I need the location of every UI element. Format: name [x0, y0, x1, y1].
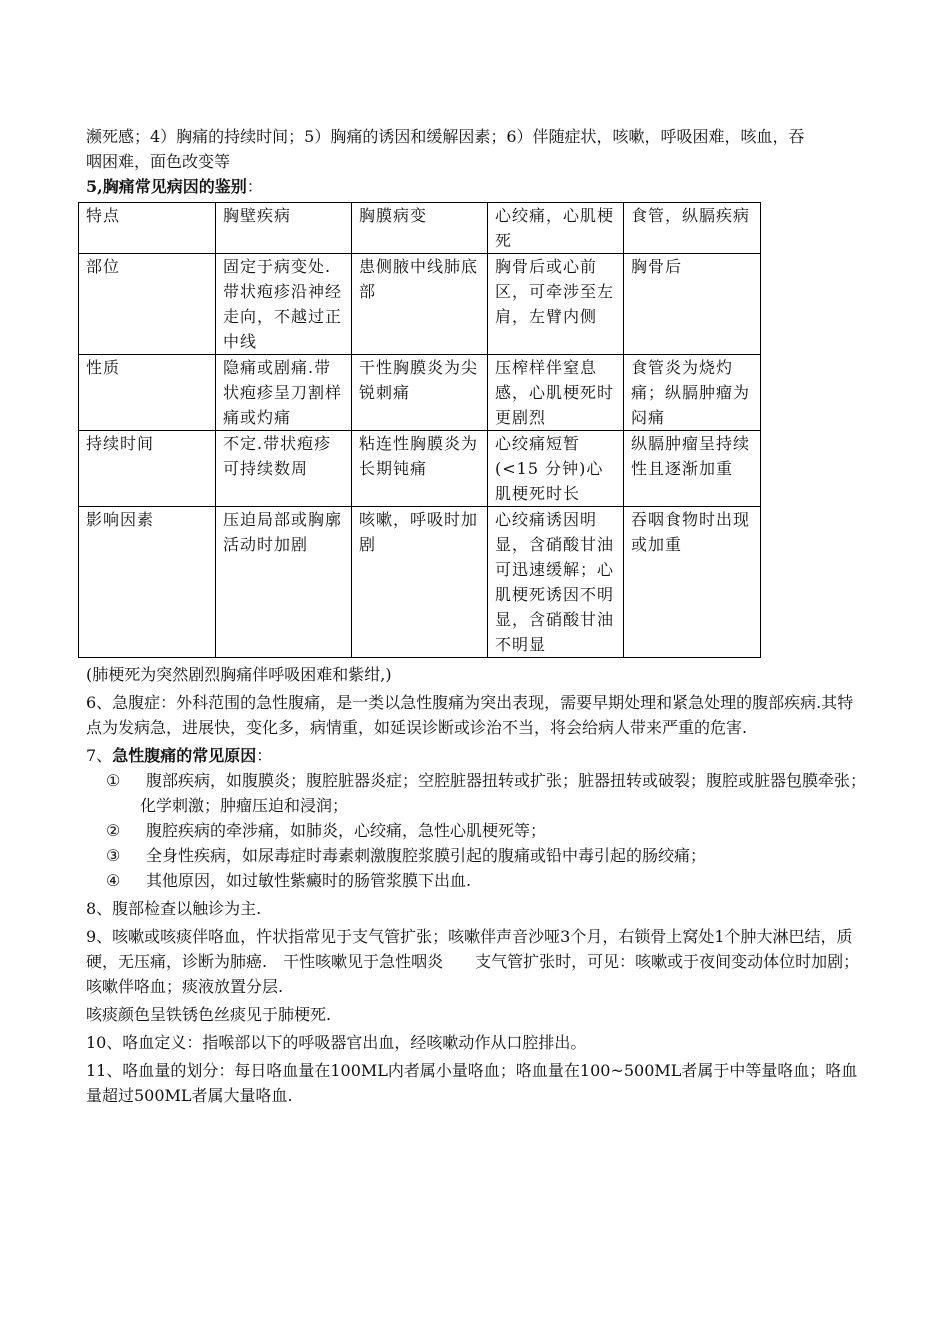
- table-header-cell: 特点: [79, 203, 216, 254]
- table-cell: 粘连性胸膜炎为长期钝痛: [352, 431, 488, 507]
- table-cell: 心绞痛短暂(<15 分钟)心肌梗死时长: [488, 431, 624, 507]
- section10-hemoptysis-definition: 10、咯血定义：指喉部以下的呼吸器官出血，经咳嗽动作从口腔排出。: [86, 1033, 587, 1052]
- section5-title: 5,胸痛常见病因的鉴别: [86, 177, 247, 196]
- table-row: [79, 507, 761, 658]
- table-cell: 吞咽食物时出现或加重: [624, 507, 761, 658]
- table-header-cell: 胸壁疾病: [216, 203, 352, 254]
- list-item: [86, 868, 866, 893]
- table-header-cell: 胸膜病变: [352, 203, 488, 254]
- table-cell: 干性胸膜炎为尖锐刺痛: [352, 355, 488, 431]
- intro-line-1: 濒死感；4）胸痛的持续时间；5）胸痛的诱因和缓解因素；6）伴随症状，咳嗽，呼吸困难，咳血，吞: [86, 127, 805, 146]
- table-cell: 胸骨后: [624, 254, 761, 355]
- table-cell: 心绞痛诱因明显，含硝酸甘油可迅速缓解；心肌梗死诱因不明显，含硝酸甘油不明显: [488, 507, 624, 658]
- table-cell: 性质: [79, 355, 216, 431]
- table-cell: 压迫局部或胸廓活动时加剧: [216, 507, 352, 658]
- list-number: ④: [106, 871, 121, 890]
- table-row: [79, 431, 761, 507]
- table-header-cell: 心绞痛，心肌梗死: [488, 203, 624, 254]
- table-cell: 食管炎为烧灼痛；纵膈肿瘤为闷痛: [624, 355, 761, 431]
- section9-cough-hemoptysis: 9、咳嗽或咳痰伴咯血，忤状指常见于支气管扩张；咳嗽伴声音沙哑3个月，右锁骨上窝处1个肿大淋巴结，质硬，无压痛，诊断为肺癌. 干性咳嗽见于急性咽炎 支气管扩张时，可见：咳嗽或于夜间变动体位时加剧；咳嗽伴咯血；痰液放置分层.: [86, 927, 860, 996]
- section7-colon: ：: [256, 746, 273, 765]
- document-page: [86, 124, 866, 1108]
- list-text: 全身性疾病，如尿毒症时毒素刺激腹腔浆膜引起的腹痛或铅中毒引起的肠绞痛；: [146, 846, 707, 865]
- table-row: [79, 254, 761, 355]
- section6-acute-abdomen: 6、急腹症：外科范围的急性腹痛，是一类以急性腹痛为突出表现，需要早期处理和紧急处理的腹部疾病.其特点为发病急，进展快，变化多，病情重，如延误诊断或诊治不当，将会给病人带来严重的危害.: [86, 693, 854, 737]
- table-cell: 压榨样伴窒息感，心肌梗死时更剧烈: [488, 355, 624, 431]
- section7-heading: [86, 743, 866, 768]
- table-cell: 纵膈肿瘤呈持续性且逐渐加重: [624, 431, 761, 507]
- table-cell: 持续时间: [79, 431, 216, 507]
- table-cell: 不定.带状疱疹可持续数周: [216, 431, 352, 507]
- table-cell: 患侧腋中线肺底部: [352, 254, 488, 355]
- table-row: [79, 355, 761, 431]
- table-cell: 隐痛或剧痛.带状疱疹呈刀割样痛或灼痛: [216, 355, 352, 431]
- list-text: 腹腔疾病的牵涉痛，如肺炎，心绞痛，急性心肌梗死等；: [146, 821, 547, 840]
- section5-heading: [86, 174, 866, 199]
- list-item: [86, 843, 866, 868]
- table-cell: 固定于病变处.带状疱疹沿神经走向，不越过正中线: [216, 254, 352, 355]
- list-number: ①: [106, 771, 121, 790]
- section7-prefix: 7、: [86, 746, 113, 765]
- section9-rust-sputum: 咳痰颜色呈铁锈色丝痰见于肺梗死.: [86, 1005, 332, 1024]
- list-item: [86, 818, 866, 843]
- table-cell: 部位: [79, 254, 216, 355]
- chest-pain-comparison-table: [78, 202, 761, 658]
- table-header-row: [79, 203, 761, 254]
- list-item: [86, 768, 866, 818]
- list-text: 腹部疾病，如腹膜炎；腹腔脏器炎症；空腔脏器扭转或扩张；脏器扭转或破裂；腹腔或脏器包膜牵张；化学刺激；肿瘤压迫和浸润；: [140, 771, 867, 815]
- section5-colon: ：: [246, 177, 263, 196]
- section7-title: 急性腹痛的常见原因: [112, 746, 257, 765]
- table-cell: 咳嗽，呼吸时加剧: [352, 507, 488, 658]
- table-header-cell: 食管，纵膈疾病: [624, 203, 761, 254]
- list-number: ③: [106, 846, 121, 865]
- table-cell: 胸骨后或心前区，可牵涉至左肩，左臂内侧: [488, 254, 624, 355]
- section8-abdominal-exam: 8、腹部检查以触诊为主.: [86, 899, 262, 918]
- pulmonary-infarction-note: (肺梗死为突然剧烈胸痛伴呼吸困难和紫绀,): [86, 665, 392, 684]
- list-text: 其他原因，如过敏性紫癜时的肠管浆膜下出血.: [146, 871, 472, 890]
- section11-hemoptysis-volume: 11、咯血量的划分：每日咯血量在100ML内者属小量咯血；咯血量在100~500ML者属于中等量咯血；咯血量超过500ML者属大量咯血.: [86, 1061, 858, 1105]
- table-cell: 影响因素: [79, 507, 216, 658]
- list-number: ②: [106, 821, 121, 840]
- intro-line-2: 咽困难，面色改变等: [86, 152, 231, 171]
